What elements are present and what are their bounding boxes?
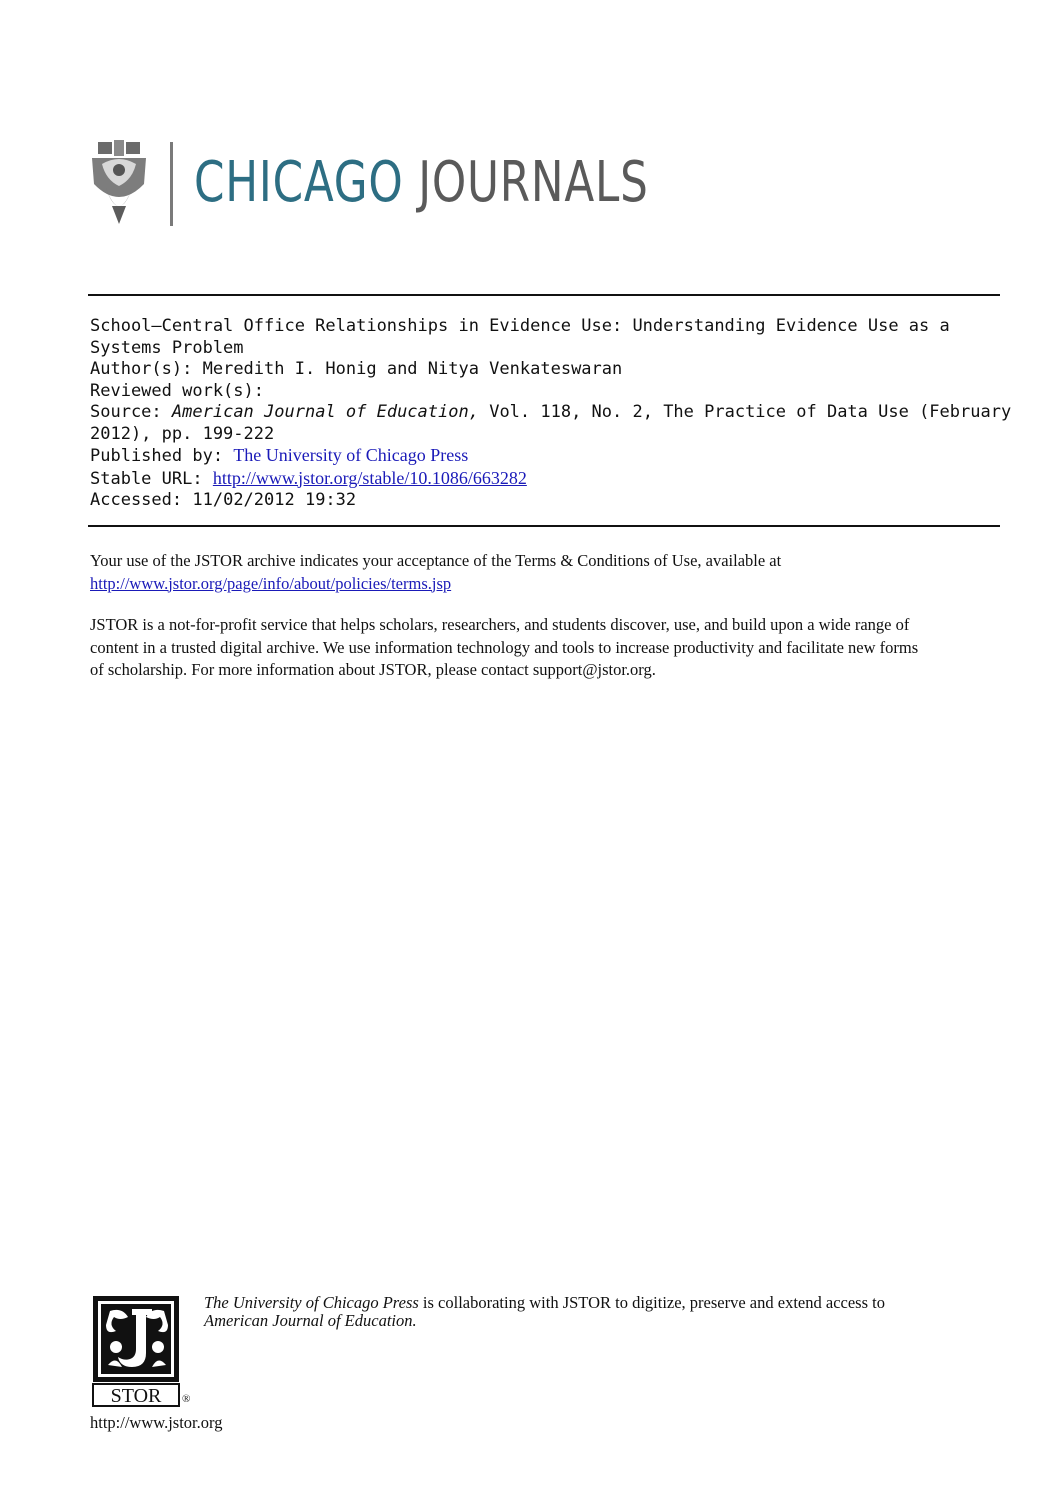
stable-url-line [90, 468, 995, 491]
stable-url-label: Stable URL: [90, 468, 203, 489]
jstor-about-notice [90, 614, 995, 682]
collaboration-text: is collaborating with JSTOR to digitize, preserve and extend access to [418, 1293, 885, 1312]
terms-link[interactable]: http://www.jstor.org/page/info/about/policies/terms.jsp [90, 573, 452, 593]
collaboration-line-2 [204, 1312, 1004, 1330]
about-line-3: of scholarship. For more information about JSTOR, please contact support@jstor.org. [90, 660, 656, 679]
collaboration-notice [204, 1294, 1004, 1330]
source-line [90, 402, 1012, 424]
source-label: Source: [90, 402, 162, 422]
logo-word-journals: JOURNALS [418, 150, 649, 215]
source-journal: American Journal of Education, [171, 402, 479, 422]
university-crest-icon [88, 140, 150, 224]
authors-line [90, 359, 995, 381]
jstor-logo-letters: STOR [110, 1385, 162, 1407]
article-metadata [90, 316, 1012, 512]
authors-label: Author(s): [90, 359, 193, 379]
publisher-line [90, 445, 995, 468]
logo-divider [170, 142, 173, 226]
jstor-url[interactable]: http://www.jstor.org [90, 1413, 223, 1432]
accessed-line [90, 490, 995, 512]
source-line-2: 2012), pp. 199-222 [90, 423, 275, 444]
chicago-journals-logo [88, 136, 648, 232]
terms-notice [90, 550, 995, 595]
jstor-logo-icon [92, 1295, 182, 1407]
stable-url-link[interactable]: http://www.jstor.org/stable/10.1086/663282 [212, 467, 527, 488]
source-details: Vol. 118, No. 2, The Practice of Data Use (February [489, 402, 1012, 422]
publisher-link[interactable]: The University of Chicago Press [233, 445, 469, 465]
collaboration-line-1 [204, 1294, 1004, 1312]
title-line-1: School—Central Office Relationships in Evidence Use: Understanding Evidence Use as a [90, 316, 950, 336]
registered-mark: ® [182, 1393, 191, 1405]
reviewed-label: Reviewed work(s): [90, 380, 264, 401]
accessed-label: Accessed: [90, 490, 183, 510]
press-name: The University of Chicago Press [204, 1293, 419, 1312]
journal-name: American Journal of Education. [204, 1311, 417, 1330]
title-line-2: Systems Problem [90, 337, 244, 358]
logo-wordmark [194, 148, 649, 218]
published-label: Published by: [90, 446, 224, 466]
terms-text: Your use of the JSTOR archive indicates your acceptance of the Terms & Conditions of Use, available at [90, 551, 782, 570]
accessed-value: 11/02/2012 19:32 [192, 490, 357, 510]
bottom-divider [88, 525, 1000, 527]
authors-value: Meredith I. Honig and Nitya Venkateswaran [202, 359, 623, 379]
logo-word-chicago: CHICAGO [194, 150, 404, 215]
top-divider [88, 294, 1000, 296]
about-line-2: content in a trusted digital archive. We use information technology and tools to increase productivity and facilitate new forms [90, 637, 919, 657]
about-line-1: JSTOR is a not-for-profit service that helps scholars, researchers, and students discover, use, and build upon a wide range of [90, 615, 910, 634]
